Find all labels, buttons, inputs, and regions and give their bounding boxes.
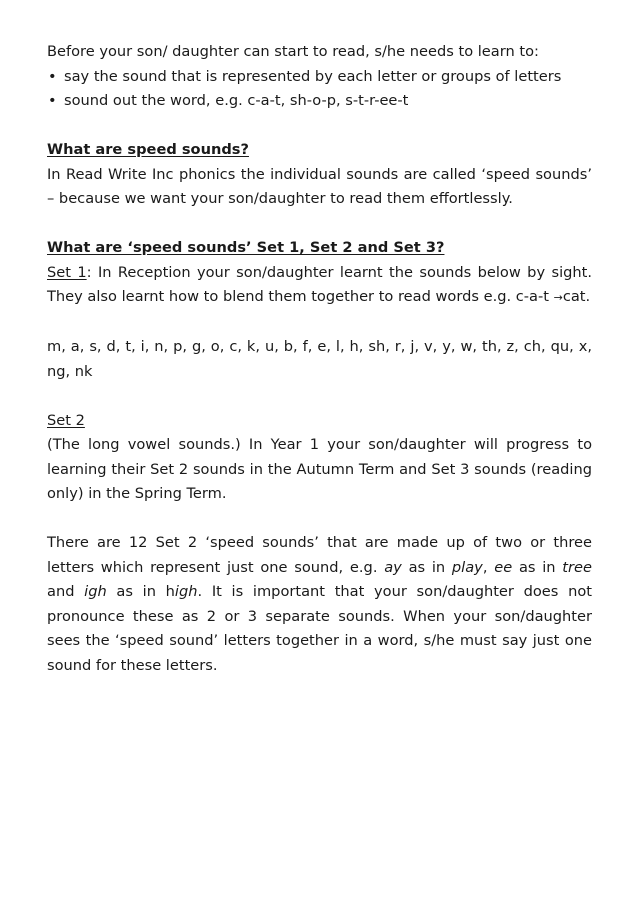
set1-end: cat. [562, 288, 591, 305]
text-run: , [482, 558, 495, 576]
example-word: tree [562, 558, 592, 576]
list-item [47, 65, 592, 90]
text-run: as in [512, 558, 563, 576]
section-heading-sets: What are ‘speed sounds’ Set 1, Set 2 and Set 3? [47, 239, 445, 256]
bullet-icon: • [48, 92, 57, 109]
bullet-icon: • [48, 67, 57, 85]
set1-paragraph [47, 261, 592, 311]
spacer [47, 212, 592, 237]
text-run: and [47, 583, 85, 600]
spacer [47, 384, 592, 409]
arrow-icon: → [553, 291, 563, 304]
list-item [47, 89, 592, 114]
set1-sounds: m, a, s, d, t, i, n, p, g, o, c, k, u, b, f, e, l, h, sh, r, j, v, y, w, th, z, ch, qu, x, ng, nk [47, 338, 592, 380]
set2-text: (The long vowel sounds.) In Year 1 your son/daughter will progress to learning their Set 2 sounds in the Autumn Term and Set 3 sounds (reading only) in the Spring Term. [47, 436, 592, 502]
intro-bullet-list [47, 65, 592, 114]
intro-lead: Before your son/ daughter can start to read, s/he needs to learn to: [47, 43, 539, 60]
spacer [47, 507, 592, 532]
set1-text: : In Reception your son/daughter learnt the sounds below by sight. They also learnt how to blend them together to read words e.g. c-a-t [47, 263, 592, 305]
spacer [47, 311, 592, 336]
bullet-text: say the sound that is represented by each letter or groups of letters [64, 67, 562, 85]
text-run: . It is important that your son/daughter does not pronounce these as 2 or 3 separate sounds. When your son/daughter sees the ‘speed sound’ letters together in a word, s/he must say just one sound for these letters. [47, 583, 592, 674]
example-word: play [451, 558, 483, 576]
text-run: There are 12 Set 2 ‘speed sounds’ that are made up of two or three letters which represent just one sound, e.g. [47, 534, 592, 576]
example-grapheme: ee [494, 558, 513, 576]
section-heading-speed-sounds: What are speed sounds? [47, 141, 249, 158]
bullet-text: sound out the word, e.g. c-a-t, sh-o-p, s-t-r-ee-t [64, 92, 409, 109]
text-run: as in [401, 558, 452, 576]
text-run: as in h [106, 583, 175, 600]
example-grapheme: ay [384, 558, 402, 576]
set2-label: Set 2 [47, 411, 85, 429]
set2-paragraph [47, 531, 592, 678]
example-word: igh [174, 583, 198, 600]
section-body-speed-sounds: In Read Write Inc phonics the individual sounds are called ‘speed sounds’ – because we want your son/daughter to read them effortlessly. [47, 165, 592, 207]
example-grapheme: igh [84, 583, 107, 600]
spacer [47, 114, 592, 139]
set1-label: Set 1 [47, 263, 87, 281]
